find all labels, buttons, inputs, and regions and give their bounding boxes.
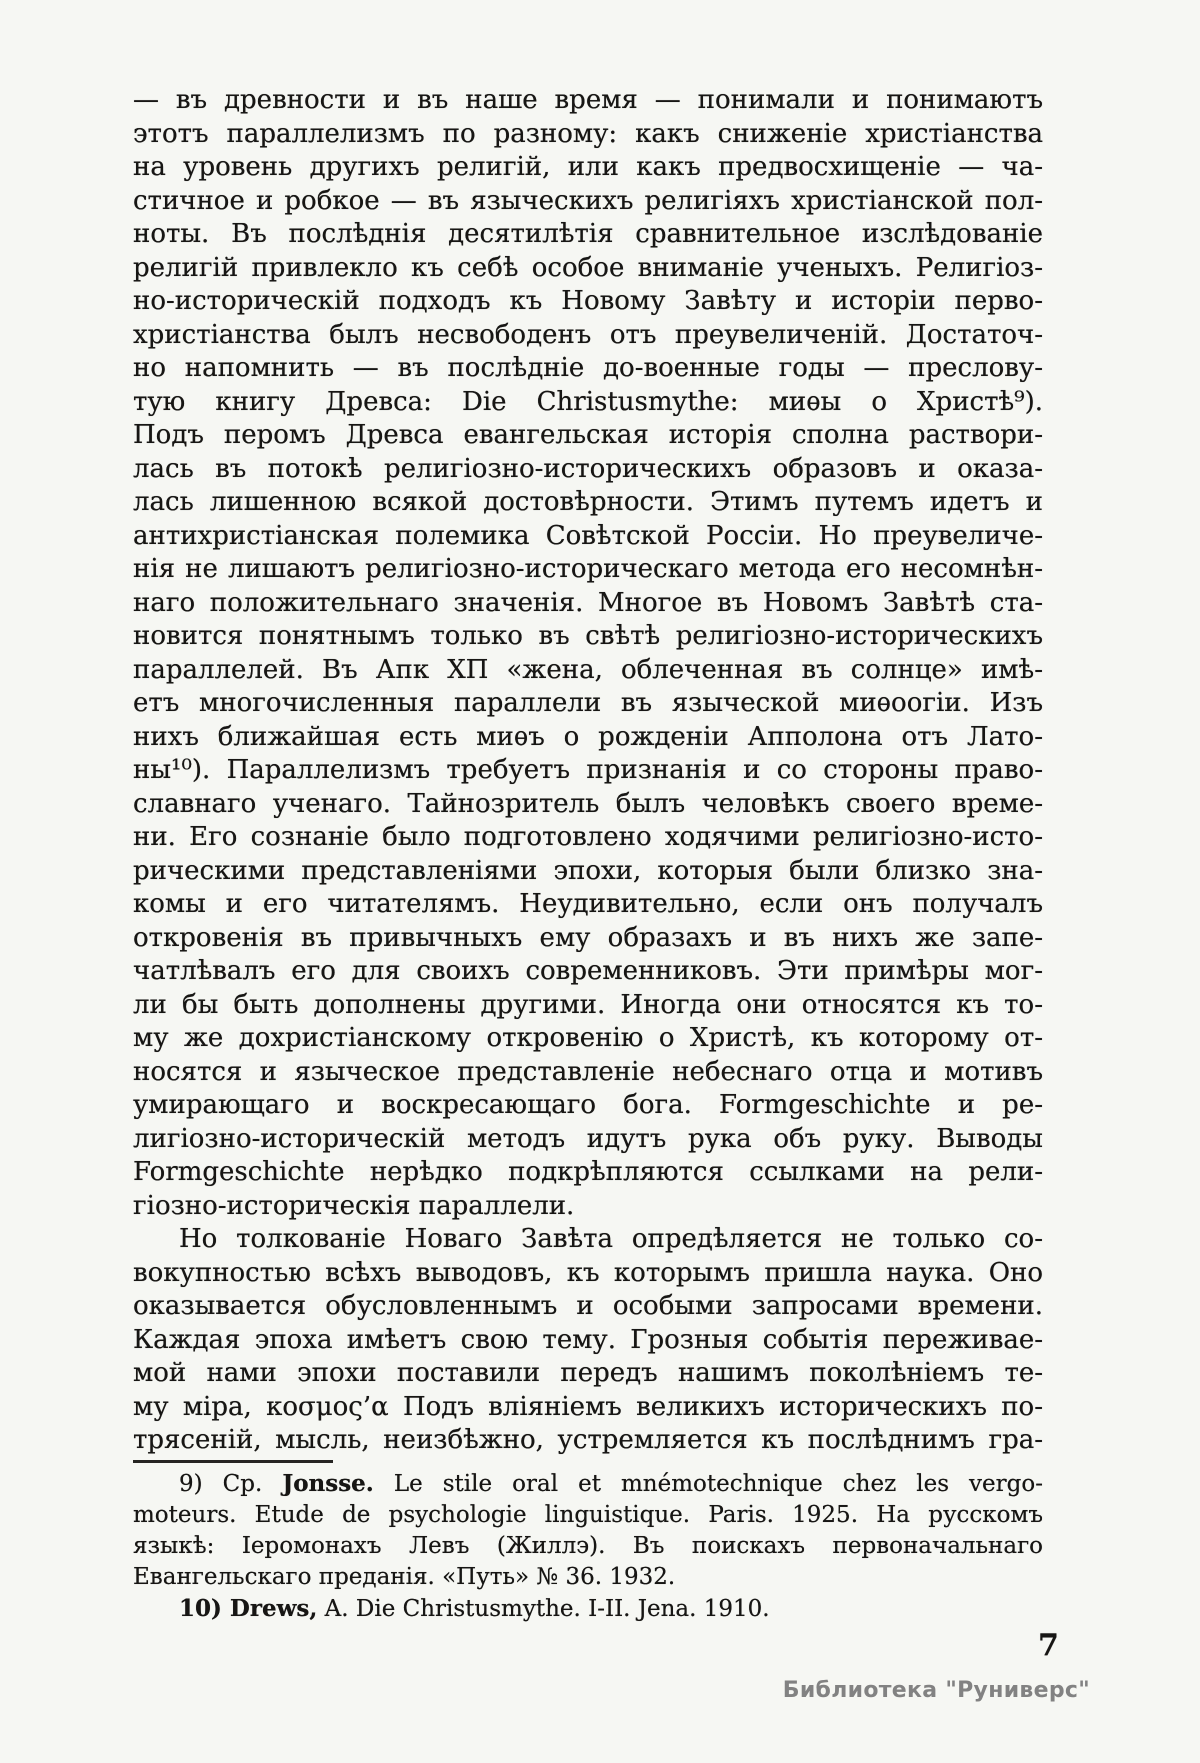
text-line: умирающаго и воскресающаго бога. Formgeschichte и ре- (133, 1090, 1043, 1120)
text-line: етъ многочисленныя параллели въ языческой миѳоогіи. Изъ (133, 688, 1043, 718)
text-line: языкѣ: Іеромонахъ Левъ (Жиллэ). Въ поискахъ первоначальнаго (133, 1533, 1043, 1559)
text-line: этотъ параллелизмъ по разному: какъ сниженіе христіанства (133, 118, 1043, 149)
text-line: наго положительнаго значенія. Многое въ Новомъ Завѣтѣ ста- (133, 587, 1043, 618)
text-line: оказывается обусловленнымъ и особыми запросами времени. (133, 1291, 1043, 1321)
text-line: Но толкованіе Новаго Завѣта опредѣляется не только со- (179, 1224, 1043, 1254)
text-line: ни. Его сознаніе было подготовлено ходячими религіозно-исто- (133, 822, 1043, 852)
text-line: антихристіанская полемика Совѣтской Россіи. Но преувеличе- (133, 520, 1043, 551)
text-line: стичное и робкое — въ языческихъ религіяхъ христіанской пол- (133, 185, 1043, 216)
text-line: Каждая эпоха имѣетъ свою тему. Грозныя событія переживае- (133, 1324, 1043, 1355)
text-line: лигіозно-историческій методъ идутъ рука объ руку. Выводы (133, 1123, 1043, 1154)
text-line: славнаго ученаго. Тайнозритель былъ человѣкъ своего време- (133, 788, 1043, 819)
text-line: но-историческій подходъ къ Новому Завѣту и исторіи перво- (133, 286, 1043, 316)
text-line: но напомнить — въ послѣдніе до-военные годы — преслову- (133, 353, 1043, 383)
text-line: мой нами эпохи поставили передъ нашимъ поколѣніемъ те- (133, 1358, 1043, 1388)
text-line: новится понятнымъ только въ свѣтѣ религіозно-историческихъ (133, 621, 1043, 651)
text-line: ли бы быть дополнены другими. Иногда они относятся къ то- (133, 989, 1043, 1020)
text-line: 9) Ср. Jonsse. Le stile oral et mnémotechnique chez les vergo- (179, 1470, 1043, 1497)
text-line: му же дохристіанскому откровенію о Христѣ, къ которому от- (133, 1023, 1043, 1053)
text-line: му міра, κοσμος’α Подъ вліяніемъ великихъ историческихъ по- (133, 1391, 1043, 1422)
text-line: ноты. Въ послѣднія десятилѣтія сравнительное изслѣдованіе (133, 219, 1043, 249)
text-line: носятся и языческое представленіе небеснаго отца и мотивъ (133, 1056, 1043, 1087)
text-line: лась лишенною всякой достовѣрности. Этимъ путемъ идетъ и (133, 487, 1043, 517)
text-line: христіанства былъ несвободенъ отъ преувеличеній. Достаточ- (133, 319, 1043, 350)
text-line: лась въ потокѣ религіозно-историческихъ образовъ и оказа- (133, 453, 1043, 484)
text-line: нихъ ближайшая есть миѳъ о рожденіи Апполона отъ Лато- (133, 721, 1043, 752)
text-line: нія не лишаютъ религіозно-историческаго метода его несомнѣн- (133, 554, 1043, 584)
text-line: Подъ перомъ Древса евангельская исторія сполна раствори- (133, 420, 1043, 450)
text-line: вокупностью всѣхъ выводовъ, къ которымъ пришла наука. Оно (133, 1257, 1043, 1288)
text-line: ны¹⁰). Параллелизмъ требуетъ признанія и со стороны право- (133, 755, 1043, 785)
text-line: откровенія въ привычныхъ ему образахъ и въ нихъ же запе- (133, 922, 1043, 953)
body-text-block (133, 84, 1043, 1458)
text-line: чатлѣвалъ его для своихъ современниковъ. Эти примѣры мог- (133, 956, 1043, 986)
text-line: Formgeschichte нерѣдко подкрѣпляются ссылками на рели- (133, 1157, 1043, 1187)
text-line: гіозно-историческія параллели. (133, 1190, 575, 1221)
footnotes-block (133, 1468, 1043, 1625)
text-line: — въ древности и въ наше время — понимали и понимаютъ (133, 85, 1043, 115)
text-line: на уровень другихъ религій, или какъ предвосхищеніе — ча- (133, 152, 1043, 182)
text-line: moteurs. Etude de psychologie linguistique. Paris. 1925. На русскомъ (133, 1502, 1043, 1528)
text-line: тую книгу Древса: Die Christusmythe: миѳы о Христѣ⁹). (133, 386, 1043, 417)
text-line: 10) Drews, A. Die Christusmythe. I-II. Jena. 1910. (179, 1595, 770, 1622)
text-line: трясеній, мысль, неизбѣжно, устремляется къ послѣднимъ гра- (133, 1425, 1043, 1455)
text-line: Евангельскаго преданія. «Путь» № 36. 1932. (133, 1564, 676, 1590)
text-line: комы и его читателямъ. Неудивительно, если онъ получалъ (133, 889, 1043, 919)
text-line: религій привлекло къ себѣ особое вниманіе ученыхъ. Религіоз- (133, 252, 1043, 283)
text-line: рическими представленіями эпохи, которыя были близко зна- (133, 855, 1043, 886)
text-line: параллелей. Въ Апк ХП «жена, облеченная въ солнце» имѣ- (133, 654, 1043, 685)
page-number: 7 (1038, 1628, 1059, 1663)
footnote-separator-rule (133, 1460, 333, 1463)
library-watermark: Библиотека "Руниверс" (782, 1678, 1090, 1703)
